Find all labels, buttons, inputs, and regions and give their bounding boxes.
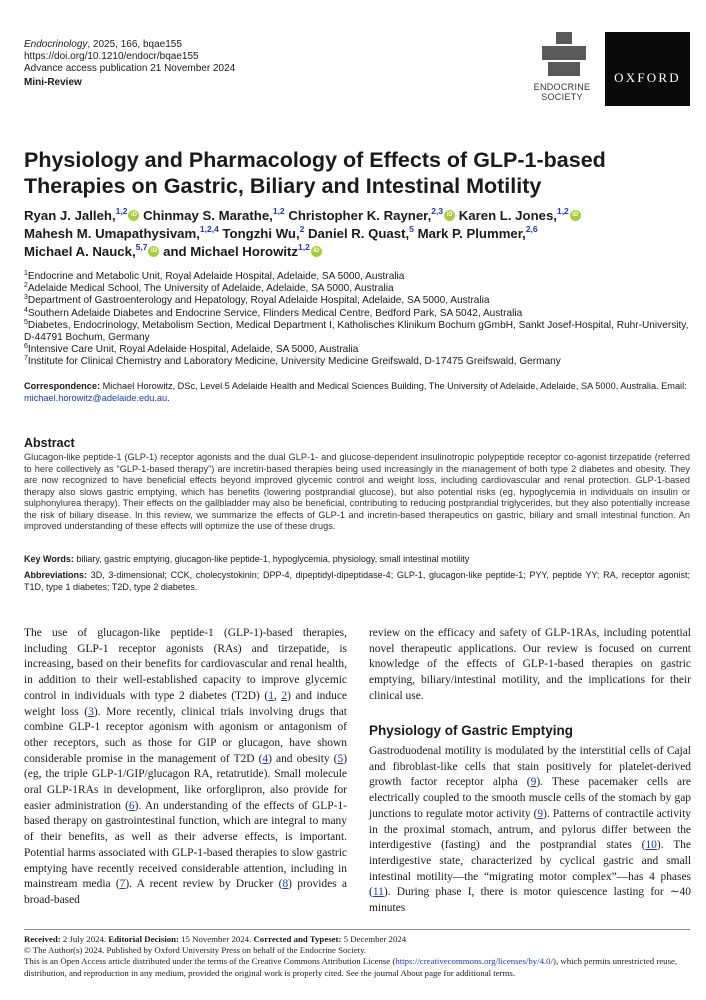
affiliation-text: Endocrine and Metabolic Unit, Royal Adelaide Hospital, Adelaide, SA 5000, Australia [27,271,405,282]
correspondence [24,380,694,404]
reference-link[interactable]: 1 [268,689,274,702]
reference-link[interactable]: 3 [88,705,94,718]
author-name: Mahesh M. Umapathysivam, [24,226,200,241]
affiliation [24,308,689,320]
author-affiliation-sup[interactable]: 1,2 [272,206,285,216]
abbreviations [24,570,690,593]
affiliation [24,344,689,356]
author [163,244,322,259]
body-text-run: ). More recently, clinical trials involving drugs that combine GLP-1 receptor agonism with agonism or antagonism of other receptors, such as those for GIP or glucagon, have shown considerable promise in the management of T2D ( [24,705,347,765]
keywords [24,554,690,566]
affiliation [24,320,689,344]
correspondence-label: Correspondence: [24,381,101,391]
section-heading: Physiology of Gastric Emptying [369,723,574,738]
body-right-column [369,744,691,917]
author-name: Tongzhi Wu, [222,226,300,241]
author-affiliation-sup[interactable]: 1,2 [297,242,310,252]
orcid-icon[interactable] [148,246,159,257]
affiliation-number: 6 [24,343,28,351]
reference-link[interactable]: 9 [530,776,537,789]
affiliation-list [24,271,689,369]
author [143,208,285,223]
affiliation-text: Southern Adelaide Diabetes and Endocrine Service, Flinders Medical Centre, Bedford Park, SA 5042, Australia [27,307,523,319]
email-link[interactable]: michael.horowitz@adelaide.edu.au [24,393,168,403]
license-text [24,956,690,978]
abbreviations-label: Abbreviations: [24,570,88,580]
author-affiliation-sup[interactable]: 5,7 [135,242,148,252]
author-name: Christopher K. Rayner, [288,208,432,223]
society-mark-icon [542,32,586,76]
reference-link[interactable]: 8 [282,878,289,891]
body-right-intro: review on the efficacy and safety of GLP-1RAs, including potential novel therapeutic applications. Our review is focused on current knowledge of the effects of GLP-1-based therapies on gastric emptying, biliary/intestinal motility, and the implications for their clinical use. [369,627,691,702]
body-text-run: ). These pacemaker cells are electrically coupled to the smooth muscle cells of the stomach by gap junctions to regulate motor activity ( [369,776,692,820]
affiliation [24,283,689,295]
society-line2: SOCIETY [541,92,583,102]
affiliation [24,295,689,307]
author-affiliation-sup[interactable]: 1,2,4 [199,224,219,234]
reference-link[interactable]: 2 [281,689,288,702]
author-name: Karen L. Jones, [458,208,557,223]
orcid-icon[interactable] [311,246,322,257]
keywords-text: biliary, gastric emptying, glucagon-like peptide-1, hypoglycemia, physiology, small intestinal motility [73,554,470,564]
journal-citation [24,39,235,51]
body-text-run: ) (eg, the triple GLP-1/GIP/glucagon RA, retatrutide). Small molecule oral GLP-1RAs in development, like orforglipron, also provide for easier administration ( [24,752,348,812]
body-text-run: The use of glucagon-like peptide-1 (GLP-1)-based therapies, including GLP-1 receptor agonists (RAs) and tirzepatide, is increasing, based on their benefits for cardiovascular and renal health, in addition to their well-established capacity to improve glycemic control in individuals with type 2 diabetes (T2D) ( [24,627,347,702]
author [24,208,139,223]
reference-link[interactable]: 6 [128,799,135,812]
reference-link[interactable]: 5 [337,752,344,765]
doi-link[interactable]: https://doi.org/10.1210/endocr/bqae155 [24,51,199,62]
affiliation-number: 3 [24,294,28,302]
affiliation-number: 1 [24,270,28,277]
affiliation [24,271,689,283]
abbreviations-text: 3D, 3-dimensional; CCK, cholecystokinin; DPP-4, dipeptidyl-dipeptidase-4; GLP-1, glucagon-like peptide-1; PYY, peptide YY; RA, receptor agonist; T1D, type 1 diabetes; T2D, type 2 diabetes. [24,570,690,592]
dates-line [24,934,690,945]
reference-link[interactable]: 4 [262,752,269,765]
society-line1: ENDOCRINE [533,82,591,92]
body-text-run: ). During phase I, there is motor quiescence lasting for ∼40 minutes [369,886,691,915]
journal-name: Endocrinology [24,39,88,50]
footer-divider [24,929,690,930]
author-affiliation-sup[interactable]: 1,2 [115,206,128,216]
author-affiliation-sup[interactable]: 2 [299,224,305,234]
reference-link[interactable]: 11 [372,886,384,899]
reference-link[interactable]: 10 [645,839,657,852]
oxford-logo [605,32,690,106]
author [288,208,455,223]
author [308,226,414,241]
corrected-label: Corrected and Typeset: [253,934,342,944]
body-text-run: ) provides a broad-based [24,878,347,906]
author-name: Michael A. Nauck, [24,244,136,259]
reference-link[interactable]: 7 [119,878,126,891]
license-link[interactable]: https://creativecommons.org/licenses/by/4.0/ [395,956,554,967]
keywords-label: Key Words: [24,554,74,564]
body-text-run: ). The interdigestive state, characterized by cyclical gastric and small intestinal motility—the “migrating motor complex”—has 4 phases ( [369,839,691,899]
body-text-run: ) and induce weight loss ( [24,689,347,718]
body-text-run: ). Patterns of contractile activity in the proximal stomach, antrum, and pylorus differ between the interdigestive (fasting) and the postprandial states ( [369,807,691,852]
citation-text: , 2025, 166, bqae155 [87,39,182,50]
body-text-run: ). An understanding of the effects of GLP-1-based therapy on gastrointestinal function, which are integral to many of their benefits, as well as their adverse effects, is important. Potential harms associated with GLP-1-based therapies to slow gastric emptying have recently received considerable attention, including in mainstream media ( [24,799,347,891]
author-name: Chinmay S. Marathe, [143,208,273,223]
author-name: and Michael Horowitz [163,244,298,259]
license-post: ), which permits unrestricted reuse, distribution, and reproduction in any medium, provided the original work is properly cited. See the journal About page for additional terms. [24,956,678,978]
affiliation-text: Institute for Clinical Chemistry and Laboratory Medicine, University Medicine Greifswald, D-17475 Greifswald, Germany [27,356,561,368]
article-type: Mini-Review [24,77,82,88]
affiliation-number: 2 [24,282,28,290]
received-label: Received: [24,934,61,944]
author [418,226,538,241]
author-affiliation-sup[interactable]: 2,6 [525,224,538,234]
abstract-text: Glucagon-like peptide-1 (GLP-1) receptor agonists and the dual GLP-1- and glucose-dependent insulinotropic polypeptide receptor co-agonist tirzepatide (referred to here collectively as “GLP-1-based therapy”) are incretin-based therapies being used increasingly in the management of both type 2 diabetes and obesity. They are now recognized to have beneficial effects beyond improved glycemic control and weight loss, including cardiovascular and renal protection. GLP-1-based therapy also slows gastric emptying, which has benefits (lowering postprandial glucose), but also potential risks (eg, hypoglycemia in individuals on insulin or sulphonylurea therapy). Their effects on the gallbladder may also be beneficial, contributing to reducing postprandial triglycerides, but they also potentially increase the risk of biliary disease. In this review, we summarize the effects of GLP-1 and incretin-based therapeutics on gastric, biliary and small intestinal function. An improved understanding of these effects will optimize the use of these drugs. [24,452,690,531]
copyright-line: © The Author(s) 2024. Published by Oxford University Press on behalf of the Endocrine Society. [24,945,367,956]
reference-link[interactable]: 9 [537,807,544,820]
affiliation [24,356,689,368]
correspondence-end: . [167,393,170,403]
author-affiliation-sup[interactable]: 5 [409,224,414,234]
author-list [24,207,689,261]
affiliation-number: 7 [24,355,28,363]
affiliation-text: Department of Gastroenterology and Hepatology, Royal Adelaide Hospital, Adelaide, SA 5000, Australia [27,295,490,307]
author [222,226,304,241]
author-affiliation-sup[interactable]: 1,2 [556,206,569,216]
article-footer [24,934,690,979]
affiliation-text: Adelaide Medical School, The University of Adelaide, Adelaide, SA 5000, Australia [27,283,394,295]
decision-label: Editorial Decision: [108,934,179,944]
orcid-icon[interactable] [444,210,455,221]
received-date: 2 July 2024. [60,934,109,944]
corrected-date: 5 December 2024 [341,934,407,944]
article-meta [24,39,235,89]
affiliation-text: Diabetes, Endocrinology, Metabolism Section, Medical Department I, Katholisches Klinikum Bochum gGmbH, Sankt Josef-Hospital, Ruhr-University, D-44791 Bochum, Germany [24,319,689,344]
author [24,226,219,241]
oxford-text: OXFORD [614,70,681,85]
author-affiliation-sup[interactable]: 2,3 [431,206,444,216]
author [24,244,159,259]
abstract-heading: Abstract [24,436,75,450]
advance-access: Advance access publication 21 November 2024 [24,63,236,74]
author-name: Mark P. Plummer, [417,226,526,241]
article-title: Physiology and Pharmacology of Effects of GLP-1-based Therapies on Gastric, Biliary and Intestinal Motility [24,148,606,198]
author-name: Ryan J. Jalleh, [24,208,116,223]
author [459,208,581,223]
body-text-run: ). A recent review by Drucker ( [125,878,283,891]
author-name: Daniel R. Quast, [308,226,410,241]
body-text-run: Gastroduodenal motility is modulated by the interstitial cells of Cajal and fibroblast-like cells that stain positively for platelet-derived growth factor receptor alpha ( [369,745,691,789]
body-left-column [24,626,347,909]
body-text-run: ) and obesity ( [268,752,338,765]
orcid-icon[interactable] [128,210,139,221]
affiliation-text: Intensive Care Unit, Royal Adelaide Hospital, Adelaide, SA 5000, Australia [27,344,359,356]
license-pre: This is an Open Access article distributed under the terms of the Creative Commons Attribution License ( [24,956,396,967]
affiliation-number: 4 [24,306,28,314]
body-text-run: , [273,689,282,702]
orcid-icon[interactable] [570,210,581,221]
endocrine-society-logo [528,32,596,106]
correspondence-text: Michael Horowitz, DSc, Level 5 Adelaide Health and Medical Sciences Building, The University of Adelaide, Adelaide, SA 5000, Australia. Email: [100,381,687,391]
affiliation-number: 5 [24,318,28,326]
decision-date: 15 November 2024. [178,934,254,944]
